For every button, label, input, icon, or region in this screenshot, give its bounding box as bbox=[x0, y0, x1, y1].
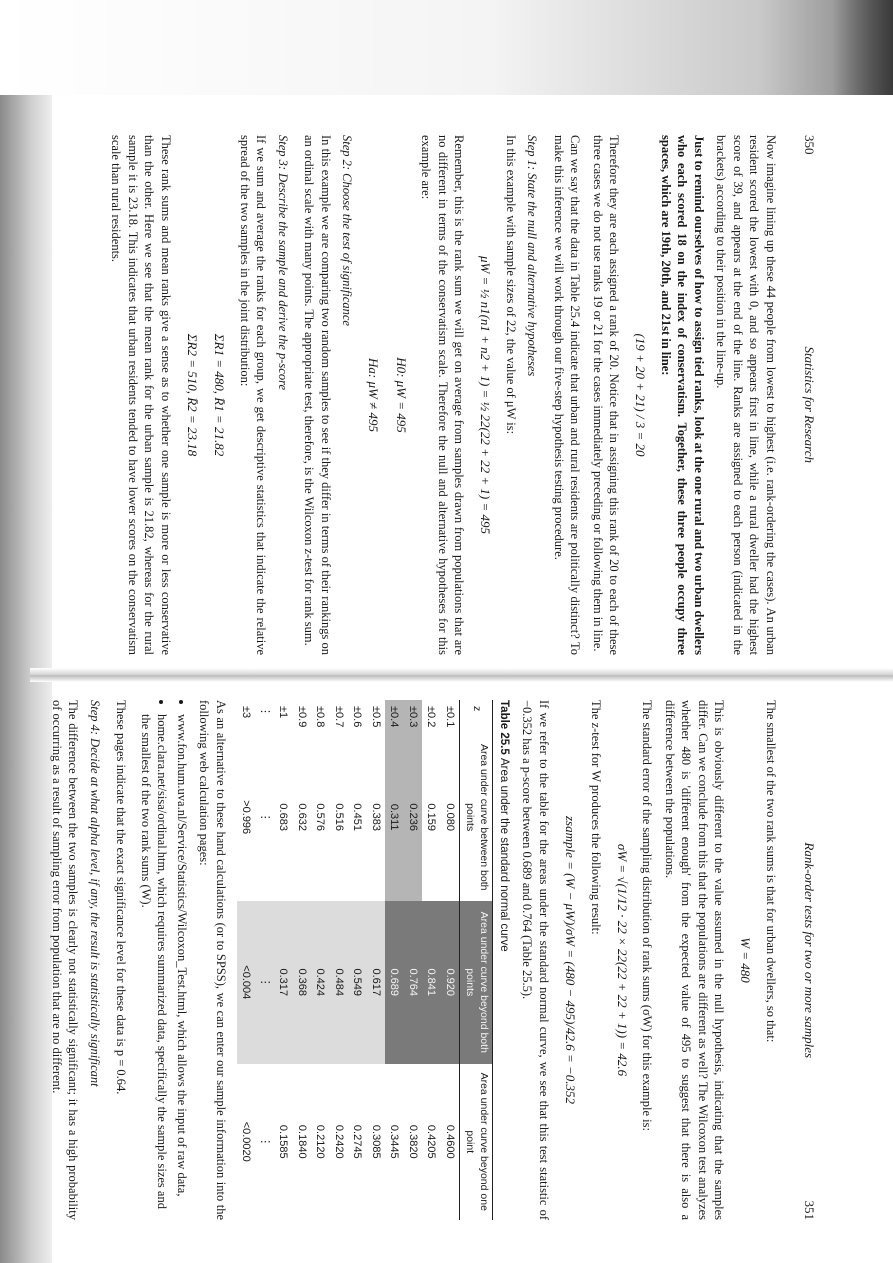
table-cell: 0.841 bbox=[422, 901, 441, 1063]
table-cell: ±0.2 bbox=[425, 706, 438, 728]
page-350 bbox=[102, 135, 818, 655]
paragraph: The smallest of the two rank sums is that for urban dwellers, so that: bbox=[763, 700, 778, 1043]
step-heading: Step 1: State the null and alternative hypotheses bbox=[525, 135, 540, 377]
paragraph: The difference between the two samples is clearly not statistically significant; it has a high probability of occurring as a result of sampling error from population that are no different. bbox=[49, 700, 81, 1220]
page-number: 350 bbox=[802, 135, 817, 155]
paragraph: Therefore they are each assigned a rank of 20. Notice that in assigning this rank of 20 to each of these three cases we do not use ranks 19 or 21 for the cases immediately preceding or following them in line. bbox=[590, 135, 622, 655]
equation: σW = √(1/12 · 22 × 22(22 + 22 + 1)) = 42.6 bbox=[614, 843, 630, 1077]
table-cell: 0.4205 bbox=[425, 1124, 438, 1159]
paragraph: As an alternative to these hand calculations (or to SPSS), we can enter our sample information into the following web calculation pages: bbox=[197, 700, 228, 1220]
running-head bbox=[801, 135, 818, 655]
step-heading: Step 2: Choose the test of significance bbox=[340, 135, 355, 326]
equation: μW = ½ n1(n1 + n2 + 1) = ½ 22(22 + 22 + 1) = 495 bbox=[478, 255, 494, 535]
table-cell: 0.2745 bbox=[351, 1124, 364, 1159]
table-cell: 0.617 bbox=[366, 901, 385, 1063]
page-number: 351 bbox=[802, 1200, 817, 1220]
table-cell: ±0.6 bbox=[351, 706, 364, 728]
equation: ΣR1 = 480, R̄1 = 21.82 bbox=[212, 333, 228, 457]
equation: W = 480 bbox=[738, 937, 754, 983]
table-header: Area under curve beyond both points bbox=[459, 901, 492, 1063]
running-head-title: Statistics for Research bbox=[802, 346, 817, 463]
table-cell: ±0.1 bbox=[443, 706, 456, 728]
table-cell: ±3 bbox=[240, 706, 253, 719]
table-cell: 0.1840 bbox=[295, 1124, 308, 1159]
table-cell: 0.632 bbox=[295, 803, 308, 831]
equation: ΣR2 = 510, R̄2 = 23.18 bbox=[185, 333, 201, 457]
paragraph: These rank sums and mean ranks give a sense as to whether one sample is more or less conservative than the other. Here we see that the mean rank for the urban sample is 21.82, whereas for the rural sample it is 23.18. This indicates that urban residents tended to have lower scores on the conservatism scale than rural residents. bbox=[109, 135, 173, 655]
table-cell: 0.484 bbox=[329, 901, 348, 1063]
table-cell: ⋮ bbox=[258, 706, 271, 717]
table-cell: 0.3085 bbox=[369, 1124, 382, 1159]
table-cell: 0.516 bbox=[332, 803, 345, 831]
paragraph: The z-test for W produces the following result: bbox=[588, 700, 603, 935]
table-row bbox=[403, 700, 422, 1220]
table-cell: ⋮ bbox=[258, 811, 271, 823]
paragraph: This is obviously different to the value assumed in the null hypothesis, indicating that the samples differ. Can we conclude from this that the populations are different as well? The Wilcoxon test analyzes whether 480 is 'different enough' from the expected value of 495 to suggest that there is also a difference between the populations. bbox=[662, 700, 727, 1220]
link-list bbox=[137, 700, 190, 1220]
normal-curve-table bbox=[237, 700, 493, 1220]
table-row bbox=[255, 700, 274, 1220]
table-cell: ±0.8 bbox=[314, 706, 327, 728]
running-head-title: Rank-order tests for two or more samples bbox=[802, 842, 817, 1059]
paragraph: The standard error of the sampling distribution of rank sums (σW) for this example is: bbox=[640, 700, 655, 1131]
table-row bbox=[274, 700, 293, 1220]
list-item: • home.clara.net/sisa/ordinal.htm, which requires summarized data, specifically the sample sizes and the smallest of the two rank sums (W). bbox=[137, 714, 170, 1220]
table-cell: 0.311 bbox=[385, 733, 404, 901]
table-cell: ±0.3 bbox=[403, 700, 422, 733]
paragraph: In this example we are comparing two random samples to see if they differ in terms of their rankings on an ordinal scale with many points. The appropriate test, therefore, is the Wilcoxon z-test for rank sum. bbox=[302, 135, 333, 655]
list-item: • www.fon.hum.uva.nl/Service/Statistics/Wilcoxon_Test.html, which allows the input of raw data, bbox=[173, 714, 190, 1220]
table-row bbox=[440, 700, 459, 1220]
table-caption bbox=[496, 700, 511, 1220]
table-cell: <0.0020 bbox=[240, 1121, 253, 1162]
table-cell: ⋮ bbox=[258, 1136, 271, 1148]
paragraph: Just to remind ourselves of how to assign tied ranks, look at the one rural and two urban dwellers who each scored 18 on the index of conservatism. Together, these three people occupy three spaces, which are 19th, 20th, and 21st in line: bbox=[658, 135, 706, 655]
table-cell: 0.689 bbox=[385, 901, 404, 1063]
table-cell: >0.996 bbox=[240, 800, 253, 835]
paragraph: Can we say that the data in Table 25.4 indicate that urban and rural residents are politically distinct? To make this inference we will work through our five-step hypothesis testing procedure. bbox=[551, 135, 583, 655]
table-cell: 0.764 bbox=[403, 901, 422, 1063]
table-cell: 0.2420 bbox=[332, 1124, 345, 1159]
table-cell: 0.368 bbox=[292, 901, 311, 1063]
table-row bbox=[366, 700, 385, 1220]
table-title: Area under the standard normal curve bbox=[497, 757, 510, 952]
running-head bbox=[801, 700, 818, 1220]
table-cell: 0.080 bbox=[443, 803, 456, 831]
paragraph: In this example with sample sizes of 22, the value of μW is: bbox=[503, 135, 518, 435]
table-row bbox=[348, 700, 367, 1220]
table-cell: 0.383 bbox=[369, 803, 382, 831]
table-row bbox=[329, 700, 348, 1220]
table-cell: 0.3820 bbox=[406, 1124, 419, 1159]
equation: zsample = (W − μW)/σW = (480 − 495)/42.6 = −0.352 bbox=[563, 816, 579, 1104]
table-cell: 0.424 bbox=[311, 901, 330, 1063]
table-row bbox=[311, 700, 330, 1220]
table-cell: 0.920 bbox=[440, 901, 459, 1063]
table-cell: 0.549 bbox=[348, 901, 367, 1063]
hypothesis-alt: Ha: μW ≠ 495 bbox=[366, 358, 382, 432]
paragraph: If we refer to the table for the areas under the standard normal curve, we see that this test statistic of −0.352 has a p-score between 0.689 and 0.764 (Table 25.5). bbox=[520, 700, 551, 1220]
table-row bbox=[237, 700, 256, 1220]
paragraph: Now imagine lining up these 44 people from lowest to highest (i.e. rank-ordering the cases). An urban resident scored the lowest with 0, and so appears first in line, while a rural dweller had the highest score of 39, and appears at the end of the line. Ranks are assigned to each person (indicated in the brackets) according to their position in the line-up. bbox=[714, 135, 778, 655]
scan-shadow-top bbox=[0, 0, 893, 95]
page-351 bbox=[42, 700, 818, 1220]
table-cell: ±1 bbox=[277, 706, 290, 719]
table-cell: 0.2120 bbox=[314, 1124, 327, 1159]
table-cell: 0.451 bbox=[351, 803, 364, 831]
table-cell: 0.159 bbox=[425, 803, 438, 831]
table-row bbox=[292, 700, 311, 1220]
table-cell: ±0.4 bbox=[385, 700, 404, 733]
step-heading: Step 4: Decide at what alpha level, if any, the result is statistically significant bbox=[87, 700, 102, 1087]
table-cell: 0.683 bbox=[277, 803, 290, 831]
table-cell: 0.576 bbox=[314, 803, 327, 831]
table-cell: ±0.7 bbox=[332, 706, 345, 728]
table-cell: ±0.9 bbox=[295, 706, 308, 728]
table-cell: 0.1585 bbox=[277, 1124, 290, 1159]
table-cell: 0.4600 bbox=[443, 1124, 456, 1159]
paragraph: Remember, this is the rank sum we will get on average from samples drawn from populations that are no different in terms of the conservatism scale. Therefore the null and alternative hypotheses for this example are: bbox=[419, 135, 467, 655]
table-cell: 0.236 bbox=[403, 733, 422, 901]
equation: (19 + 20 + 21) / 3 = 20 bbox=[633, 333, 649, 457]
table-cell: ⋮ bbox=[255, 901, 274, 1063]
table-cell: 0.317 bbox=[274, 901, 293, 1063]
step-heading: Step 3: Describe the sample and derive the p-score bbox=[275, 135, 290, 391]
table-cell: <0.004 bbox=[237, 901, 256, 1063]
table-cell: ±0.5 bbox=[369, 706, 382, 728]
table-header: Area under curve between both points bbox=[459, 733, 492, 901]
table-header: Area under curve beyond one point bbox=[459, 1064, 492, 1221]
table-row bbox=[422, 700, 441, 1220]
table-cell: 0.3445 bbox=[388, 1124, 401, 1159]
paragraph: These pages indicate that the exact significance level for these data is p = 0.64. bbox=[114, 700, 129, 1095]
paragraph: If we sum and average the ranks for each group, we get descriptive statistics that indicate the relative spread of the two samples in the joint distribution: bbox=[237, 135, 269, 655]
table-number: Table 25.5 bbox=[497, 700, 510, 755]
hypothesis-null: H0: μW = 495 bbox=[393, 357, 409, 433]
table-header: z bbox=[459, 700, 492, 733]
table-row bbox=[385, 700, 404, 1220]
book-gutter bbox=[30, 668, 893, 682]
